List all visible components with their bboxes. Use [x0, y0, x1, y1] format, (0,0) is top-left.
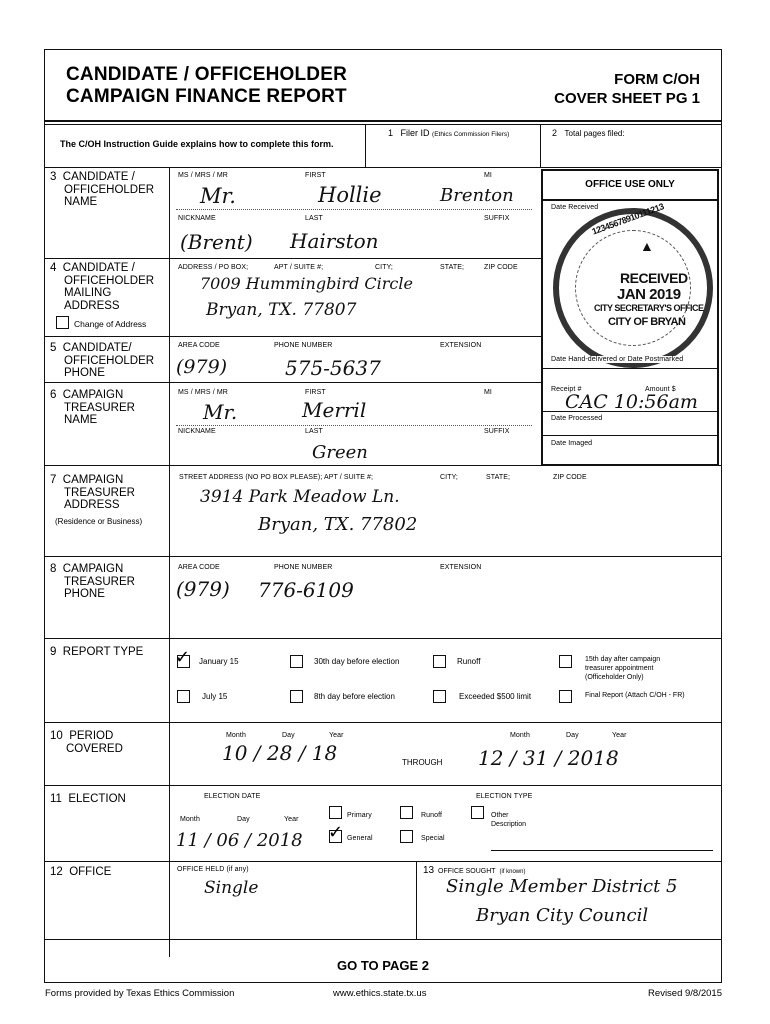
sec8-col-phone: PHONE NUMBER [274, 564, 333, 571]
rule [44, 939, 722, 940]
sec10-to-month-label: Month [510, 732, 530, 739]
stamp-arrow-icon: ▲ [640, 238, 654, 254]
report-type-500-checkbox[interactable] [433, 690, 446, 703]
receipt-value[interactable]: CAC 10:56am [565, 391, 698, 413]
sec8-col-ext: EXTENSION [440, 564, 482, 571]
date-hand-delivered-label: Date Hand-delivered or Date Postmarked [551, 356, 684, 363]
stamp-city: CITY OF BRYAN [608, 316, 686, 328]
divider [365, 124, 366, 167]
opt-july-15: July 15 [202, 692, 228, 701]
office-sought-sub: (if known) [499, 869, 526, 875]
sec8-area-value[interactable]: (979) [176, 577, 230, 601]
cover-sheet-label: COVER SHEET PG 1 [554, 90, 700, 107]
sec5-label-l3: PHONE [64, 367, 105, 379]
divider [540, 124, 541, 167]
opt-runoff: Runoff [457, 657, 481, 666]
sec3-col-nickname: NICKNAME [178, 215, 216, 222]
report-type-15day-checkbox[interactable] [559, 655, 572, 668]
opt-january-15: January 15 [199, 657, 239, 666]
sec8-phone-value[interactable]: 776-6109 [258, 578, 354, 602]
sec3-col-suffix: SUFFIX [484, 215, 510, 222]
sec6-label-l1: CAMPAIGN [62, 389, 124, 401]
opt-exceeded-500: Exceeded $500 limit [459, 692, 532, 701]
sec3-col-first: FIRST [305, 172, 326, 179]
election-primary-checkbox[interactable] [329, 806, 342, 819]
stamp-received: RECEIVED [620, 270, 688, 286]
sec4-address-line1[interactable]: 7009 Hummingbird Circle [200, 274, 413, 293]
opt-15day-l1: 15th day after campaign [585, 656, 661, 663]
sec7-num: 7 [50, 474, 57, 486]
sec4-label-l2: OFFICEHOLDER [64, 274, 155, 287]
total-pages-text: Total pages filed: [564, 129, 625, 138]
dotted-rule [176, 209, 532, 210]
sec3-col-mi: MI [484, 172, 492, 179]
rule [44, 336, 542, 337]
election-runoff-checkbox[interactable] [400, 806, 413, 819]
sec10-from-month-label: Month [226, 732, 246, 739]
election-other-checkbox[interactable] [471, 806, 484, 819]
opt-15day [585, 655, 660, 682]
sec10-num: 10 [50, 730, 63, 742]
stamp-office: CITY SECRETARY'S OFFICE [594, 303, 704, 313]
sec12-label [50, 866, 111, 879]
filer-id-num: 1 [388, 128, 394, 138]
sec5-col-area: AREA CODE [178, 342, 220, 349]
sec11-num: 11 [50, 793, 62, 805]
sec7-address-line1[interactable]: 3914 Park Meadow Ln. [200, 487, 400, 507]
election-type-label: ELECTION TYPE [476, 793, 533, 800]
other-description-line [491, 850, 713, 851]
sec6-label-l2: TREASURER [64, 401, 135, 414]
date-processed-label: Date Processed [551, 415, 603, 422]
sec7-label-l2: TREASURER [64, 486, 135, 499]
receipt-label: Receipt # [551, 386, 582, 393]
sec11-day-label: Day [237, 816, 250, 823]
check-mark-icon: ✓ [328, 822, 344, 843]
rule [44, 258, 542, 259]
rule [44, 382, 542, 383]
rule [44, 785, 722, 786]
sec6-prefix-value[interactable]: Mr. [203, 400, 238, 424]
sec10-label [50, 730, 123, 755]
opt-general: General [347, 835, 373, 842]
sec7-col-state: STATE; [486, 474, 511, 481]
date-received-label: Date Received [551, 204, 599, 211]
label-column-divider [169, 167, 170, 957]
office-sought-label [423, 865, 525, 876]
sec11-month-label: Month [180, 816, 200, 823]
rule [44, 638, 722, 639]
form-title-line1: CANDIDATE / OFFICEHOLDER [66, 64, 347, 85]
opt-15day-l2: treasurer appointment [585, 665, 654, 672]
instruction-text: The C/OH Instruction Guide explains how to complete this form. [60, 139, 334, 149]
sec6-col-mi: MI [484, 389, 492, 396]
sec8-label-l1: CAMPAIGN [62, 563, 124, 575]
opt-30day: 30th day before election [314, 657, 400, 666]
sec10-to-year-label: Year [612, 732, 627, 739]
sec12-num: 12 [50, 866, 63, 878]
sec8-label-l2: TREASURER [64, 575, 135, 588]
rule [543, 199, 718, 201]
change-of-address-label: Change of Address [74, 319, 147, 329]
sec6-col-prefix: MS / MRS / MR [178, 389, 228, 396]
sec3-label-l1: CANDIDATE / [62, 171, 135, 183]
sec6-label [50, 389, 135, 427]
sec5-label-l2: OFFICEHOLDER [64, 354, 155, 367]
sec11-label-text: ELECTION [68, 793, 126, 805]
rule [44, 556, 722, 557]
rule [44, 124, 722, 125]
sec7-col-zip: ZIP CODE [553, 474, 587, 481]
divider [416, 861, 417, 939]
period-to-value[interactable]: 12 / 31 / 2018 [478, 746, 619, 770]
sec7-label [50, 474, 135, 512]
sec6-label-l3: NAME [64, 414, 98, 426]
sec5-label-l1: CANDIDATE/ [62, 342, 132, 354]
rule [44, 167, 722, 168]
sec6-num: 6 [50, 389, 57, 401]
sec3-col-last: LAST [305, 215, 323, 222]
sec9-num: 9 [50, 646, 57, 658]
election-date-value[interactable]: 11 / 06 / 2018 [176, 830, 303, 851]
sec4-label [50, 262, 154, 312]
sec3-label-l2: OFFICEHOLDER [64, 183, 155, 196]
office-held-sub: (if any) [226, 866, 249, 873]
stamp-date: JAN 2019 [617, 286, 681, 303]
opt-15day-l3: (Officeholder Only) [585, 674, 644, 681]
sec5-area-value[interactable]: (979) [176, 356, 228, 378]
sec5-col-ext: EXTENSION [440, 342, 482, 349]
sec8-label-l3: PHONE [64, 588, 105, 600]
sec6-col-first: FIRST [305, 389, 326, 396]
dotted-rule [176, 425, 532, 426]
sec13-num: 13 [423, 865, 435, 876]
report-type-july-checkbox[interactable] [177, 690, 190, 703]
office-use-title: OFFICE USE ONLY [585, 179, 675, 190]
report-type-final-checkbox[interactable] [559, 690, 572, 703]
total-pages-num: 2 [552, 128, 558, 138]
sec4-col-state: STATE; [440, 264, 465, 271]
sec8-label [50, 563, 135, 601]
sec7-sub: (Residence or Business) [55, 517, 143, 526]
opt-election-runoff: Runoff [421, 812, 443, 819]
stamp-ring-numbers: 12345678910111213 [590, 201, 666, 237]
sec5-num: 5 [50, 342, 57, 354]
sec6-col-nickname: NICKNAME [178, 428, 216, 435]
sec3-label-l3: NAME [64, 196, 98, 208]
sec6-last-value[interactable]: Green [312, 442, 368, 463]
rule [543, 435, 718, 436]
filer-id-sub: (Ethics Commission Filers) [432, 131, 510, 138]
footer-revised: Revised 9/8/2015 [648, 988, 722, 999]
filer-id-text: Filer ID [400, 128, 430, 138]
opt-8day: 8th day before election [314, 692, 395, 701]
office-held-value[interactable]: Single [204, 878, 259, 898]
sec6-col-suffix: SUFFIX [484, 428, 510, 435]
period-from-value[interactable]: 10 / 28 / 18 [222, 741, 338, 765]
sec9-label-text: REPORT TYPE [62, 646, 144, 658]
sec4-col-address: ADDRESS / PO BOX; [178, 264, 249, 271]
sec4-col-city: CITY; [375, 264, 393, 271]
total-pages-label [552, 128, 625, 138]
sec4-num: 4 [50, 262, 57, 274]
office-held-label [177, 866, 249, 873]
opt-special: Special [421, 835, 445, 842]
sec4-label-l3: MAILING [64, 287, 112, 299]
opt-other-l1: Other [491, 812, 509, 819]
sec8-num: 8 [50, 563, 57, 575]
sec7-address-line2[interactable]: Bryan, TX. 77802 [258, 514, 418, 535]
office-sought-line1[interactable]: Single Member District 5 [446, 876, 678, 897]
report-type-30day-checkbox[interactable] [290, 655, 303, 668]
opt-final-report: Final Report (Attach C/OH - FR) [585, 692, 685, 699]
sec11-label [50, 793, 126, 806]
sec9-label [50, 646, 143, 659]
sec4-col-apt: APT / SUITE #; [274, 264, 324, 271]
rule [44, 722, 722, 723]
sec4-address-line2[interactable]: Bryan, TX. 77807 [206, 300, 357, 320]
sec3-last-value[interactable]: Hairston [290, 229, 379, 253]
sec4-label-l4: ADDRESS [64, 299, 120, 312]
amount-label: Amount $ [645, 386, 676, 393]
sec10-label-l2: COVERED [66, 742, 123, 755]
sec7-col-street: STREET ADDRESS (NO PO BOX PLEASE); APT / SUITE #; [179, 474, 374, 481]
sec12-label-text: OFFICE [69, 866, 112, 878]
sec4-col-zip: ZIP CODE [484, 264, 518, 271]
opt-primary: Primary [347, 812, 372, 819]
sec3-first-value[interactable]: Hollie [318, 183, 382, 207]
sec3-num: 3 [50, 171, 57, 183]
sec6-col-last: LAST [305, 428, 323, 435]
sec10-to-day-label: Day [566, 732, 579, 739]
date-imaged-label: Date Imaged [551, 440, 593, 447]
sec7-col-city: CITY; [440, 474, 458, 481]
report-type-8day-checkbox[interactable] [290, 690, 303, 703]
sec6-first-value[interactable]: Merril [302, 398, 367, 422]
rule [44, 861, 722, 862]
sec7-label-l1: CAMPAIGN [62, 474, 124, 486]
footer-provider: Forms provided by Texas Ethics Commission [45, 988, 235, 999]
rule [543, 368, 718, 369]
office-held-text: OFFICE HELD [177, 866, 225, 873]
office-sought-text: OFFICE SOUGHT [438, 868, 496, 875]
sec4-label-l1: CANDIDATE / [62, 262, 135, 274]
sec11-year-label: Year [284, 816, 299, 823]
filer-id-label [388, 128, 509, 138]
report-type-runoff-checkbox[interactable] [433, 655, 446, 668]
sec5-phone-value[interactable]: 575-5637 [285, 356, 381, 380]
opt-other-l2: Description [491, 821, 527, 828]
sec10-from-day-label: Day [282, 732, 295, 739]
sec3-col-prefix: MS / MRS / MR [178, 172, 228, 179]
sec3-mi-value[interactable]: Brenton [440, 185, 514, 206]
go-to-page-2: GO TO PAGE 2 [337, 958, 429, 973]
sec5-col-phone: PHONE NUMBER [274, 342, 333, 349]
sec3-nickname-value[interactable]: (Brent) [180, 230, 253, 254]
election-date-label: ELECTION DATE [204, 793, 261, 800]
sec10-from-year-label: Year [329, 732, 344, 739]
election-special-checkbox[interactable] [400, 830, 413, 843]
rule [543, 411, 718, 412]
sec10-label-l1: PERIOD [69, 730, 114, 742]
sec7-label-l3: ADDRESS [64, 499, 120, 511]
through-label: THROUGH [402, 758, 443, 767]
form-title-line2: CAMPAIGN FINANCE REPORT [66, 86, 347, 107]
sec5-label [50, 342, 154, 380]
rule [44, 120, 722, 122]
check-mark-icon: ✓ [175, 647, 191, 668]
opt-other [491, 811, 526, 829]
change-of-address-checkbox[interactable] [56, 316, 69, 329]
sec3-label [50, 171, 154, 209]
office-sought-line2[interactable]: Bryan City Council [476, 905, 649, 926]
footer-url[interactable]: www.ethics.state.tx.us [333, 988, 427, 999]
sec8-col-area: AREA CODE [178, 564, 220, 571]
sec3-prefix-value[interactable]: Mr. [200, 184, 236, 208]
form-code: FORM C/OH [614, 71, 700, 88]
